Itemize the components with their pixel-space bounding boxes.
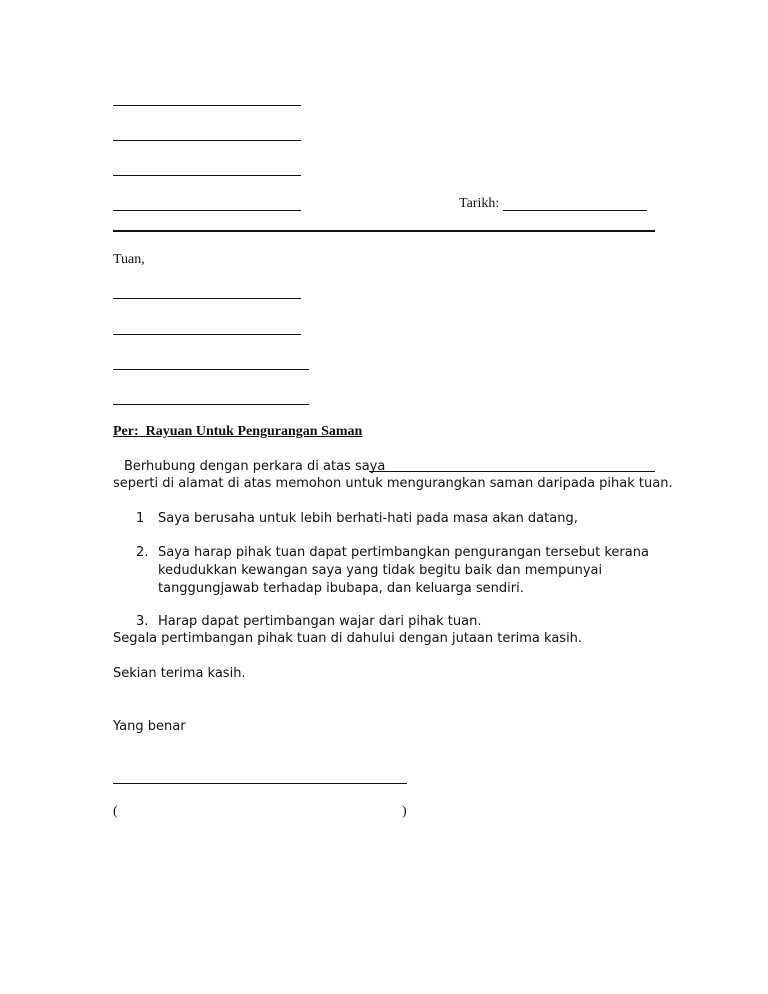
signature-name-close-paren: ): [402, 804, 407, 819]
recipient-address-line-4[interactable]: [113, 404, 309, 405]
point-2-text-line-1: Saya harap pihak tuan dapat pertimbangkan pengurangan tersebut kerana: [158, 545, 649, 560]
sender-address-line-3[interactable]: [113, 175, 301, 176]
subject-prefix: Per:: [113, 424, 139, 439]
point-2-number: 2.: [136, 545, 149, 560]
date-field-line[interactable]: [503, 210, 647, 211]
sender-address-line-2[interactable]: [113, 140, 301, 141]
point-3-text: Harap dapat pertimbangan wajar dari pihak tuan.: [158, 614, 482, 629]
closing-line: Segala pertimbangan pihak tuan di dahului dengan jutaan terima kasih.: [113, 631, 583, 646]
signature-line[interactable]: [113, 783, 407, 784]
name-field-line[interactable]: [369, 471, 655, 472]
point-1-text: Saya berusaha untuk lebih berhati-hati pada masa akan datang,: [158, 511, 578, 526]
recipient-address-line-1[interactable]: [113, 298, 301, 299]
header-separator: [113, 230, 655, 232]
intro-line-1: Berhubung dengan perkara di atas saya: [124, 459, 386, 474]
recipient-address-line-2[interactable]: [113, 334, 301, 335]
subject-title: Rayuan Untuk Pengurangan Saman: [145, 424, 363, 439]
signature-name-open-paren: (: [113, 804, 118, 819]
intro-line-2: seperti di alamat di atas memohon untuk mengurangkan saman daripada pihak tuan.: [113, 476, 673, 491]
salutation: Tuan,: [113, 252, 145, 267]
point-2-text-line-3: tanggungjawab terhadap ibubapa, dan keluarga sendiri.: [158, 581, 524, 596]
subject-heading: [113, 423, 362, 440]
point-2-text-line-2: kedudukkan kewangan saya yang tidak begitu baik dan mempunyai: [158, 563, 603, 578]
sender-address-line-4[interactable]: [113, 210, 301, 211]
sign-off: Yang benar: [113, 719, 186, 734]
recipient-address-line-3[interactable]: [113, 369, 309, 370]
thanks-line: Sekian terima kasih.: [113, 666, 246, 681]
point-3-number: 3.: [136, 614, 149, 629]
sender-address-line-1[interactable]: [113, 105, 301, 106]
point-1-number: 1: [136, 511, 145, 526]
date-label: Tarikh:: [459, 196, 500, 211]
